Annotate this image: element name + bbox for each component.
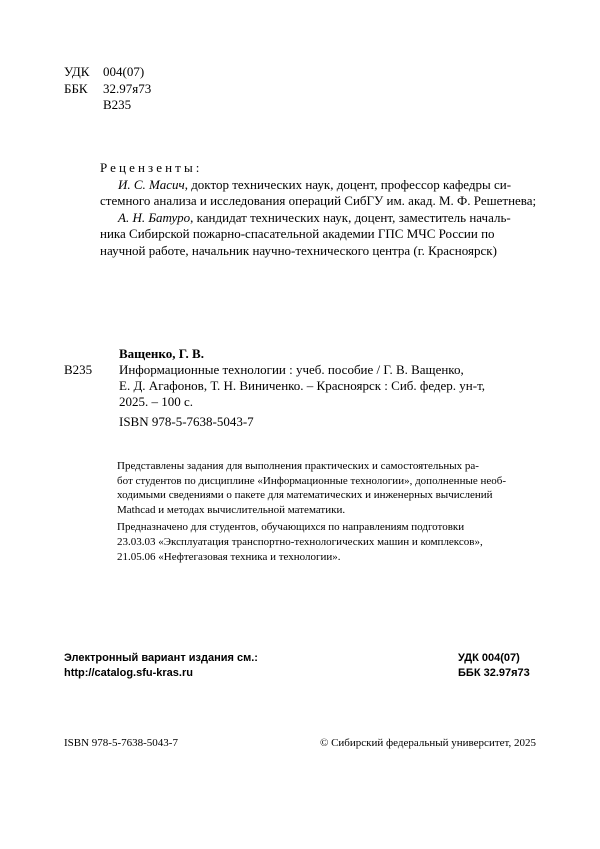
reviewer-1-text-line1: , доктор технических наук, доцент, профессор кафедры си-: [184, 176, 512, 192]
reviewers-heading: Рецензенты:: [100, 160, 203, 175]
annotation-block: [117, 459, 536, 564]
electronic-version-label: Электронный вариант издания см.:: [64, 652, 258, 664]
bibliographic-record: [64, 346, 536, 430]
catalog-link[interactable]: http://catalog.sfu-kras.ru: [64, 666, 193, 679]
bbk-value: 32.97я73: [103, 80, 152, 96]
annotation-p1-line1: Представлены задания для выполнения практических и самостоятельных ра-: [117, 460, 479, 472]
annotation-p2-line3: 21.05.06 «Нефтегазовая техника и технологии».: [117, 550, 341, 563]
annotation-p1-line3: ходимыми сведениями о пакете для математических и инженерных вычислений: [117, 489, 493, 502]
reviewer-1-text-line2: стемного анализа и исследования операций СибГУ им. акад. М. Ф. Решетнева;: [100, 193, 537, 208]
electronic-bbk: ББК 32.97я73: [458, 666, 530, 679]
udk-value: 004(07): [103, 64, 145, 79]
record-code: В235: [64, 362, 93, 377]
annotation-p1-line4: Mathcad и методах вычислительной математики.: [117, 503, 346, 516]
author-heading: Ващенко, Г. В.: [119, 346, 204, 361]
annotation-paragraph-2: [117, 520, 536, 564]
description-line-3: 2025. – 100 с.: [119, 394, 194, 409]
annotation-p2-line2: 23.03.03 «Эксплуатация транспортно-технологических машин и комплексов»,: [117, 535, 483, 548]
udk-label: УДК: [64, 64, 90, 79]
reviewer-1: [100, 177, 536, 210]
annotation-paragraph-1: [117, 459, 536, 517]
reviewer-2-text-line3: научной работе, начальник научно-технического центра (г. Красноярск): [100, 242, 497, 258]
reviewers-block: [100, 160, 536, 259]
description-line-1: Информационные технологии : учеб. пособие / Г. В. Ващенко,: [119, 362, 464, 377]
footer-isbn: ISBN 978-5-7638-5043-7: [64, 737, 178, 749]
classification-block: [64, 64, 151, 114]
reviewer-2: [100, 210, 536, 260]
bbk-row: [64, 81, 151, 98]
reviewer-2-text-line1: , кандидат технических наук, доцент, заместитель началь-: [190, 209, 511, 225]
footer-copyright: © Сибирский федеральный университет, 2025: [319, 737, 536, 749]
reviewer-2-name: А. Н. Батуро: [118, 209, 191, 225]
electronic-udk: УДК 004(07): [458, 652, 520, 664]
author-mark: В235: [103, 97, 132, 112]
annotation-p1-line2: бот студентов по дисциплине «Информационные технологии», дополненные необ-: [117, 474, 507, 487]
record-isbn: ISBN 978-5-7638-5043-7: [119, 414, 254, 429]
udk-row: [64, 64, 151, 81]
reviewer-1-name: И. С. Масич: [118, 176, 185, 192]
record-description: [119, 362, 536, 410]
annotation-p2-line1: Предназначено для студентов, обучающихся по направлениям подготовки: [117, 521, 465, 534]
reviewer-2-text-line2: ника Сибирской пожарно-спасательной академии ГПС МЧС России по: [100, 226, 495, 241]
bbk-label: ББК: [64, 80, 88, 96]
description-line-2: Е. Д. Агафонов, Т. Н. Виниченко. – Красноярск : Сиб. федер. ун-т,: [119, 378, 486, 393]
